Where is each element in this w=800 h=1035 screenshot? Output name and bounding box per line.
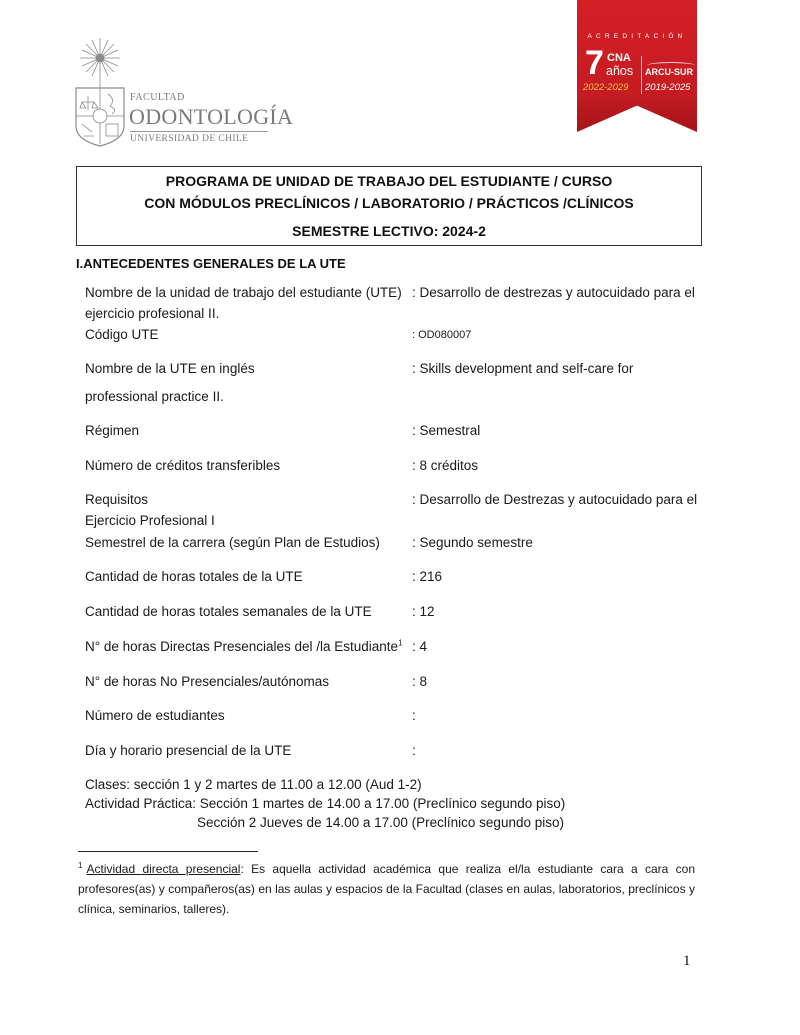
field-value: : 8 [412, 674, 428, 689]
section-heading: I.ANTECEDENTES GENERALES DE LA UTE [76, 256, 346, 271]
field-value: : [412, 708, 416, 723]
field-label-text: N° de horas Directas Presenciales del /la Estudiante [85, 639, 399, 654]
ribbon-arcusur-period: 2019-2025 [645, 82, 691, 93]
field-value: : [412, 743, 416, 758]
ribbon-years-word: años [606, 64, 634, 78]
field-label: Requisitos [85, 492, 149, 507]
field-value: : 216 [412, 569, 443, 584]
field-label: Número de créditos transferibles [85, 458, 281, 473]
logo-divider [130, 131, 268, 132]
footnote-term: Actividad directa presencial [86, 862, 241, 876]
logo-faculty-name: ODONTOLOGÍA [129, 104, 294, 129]
field-label-continued: ejercicio profesional II. [85, 306, 220, 321]
footnote [78, 859, 695, 919]
title-line-2: CON MÓDULOS PRECLÍNICOS / LABORATORIO / PRÁCTICOS /CLÍNICOS [144, 195, 634, 211]
footnote-mark: 1 [78, 861, 83, 870]
ribbon-years-number: 7 [585, 44, 604, 82]
field-label: N° de horas No Presenciales/autónomas [85, 674, 330, 689]
field-value: : Desarrollo de Destrezas y autocuidado para el [412, 492, 698, 507]
field-label: Número de estudiantes [85, 708, 225, 723]
schedule-practical-section-1: Actividad Práctica: Sección 1 martes de 14.00 a 17.00 (Preclínico segundo piso) [85, 796, 566, 811]
ribbon-agency-cna: CNA [607, 52, 631, 64]
ribbon-cna-period: 2022-2029 [583, 82, 629, 93]
field-label: Nombre de la unidad de trabajo del estudiante (UTE) [85, 285, 402, 300]
field-value: : 12 [412, 604, 435, 619]
field-label: Nombre de la UTE en inglés [85, 361, 255, 376]
field-label-continued: Ejercicio Profesional I [85, 513, 215, 528]
field-value: : 4 [412, 639, 428, 654]
field-label-continued: professional practice II. [85, 389, 224, 404]
footnote-separator [78, 851, 258, 852]
title-line-1: PROGRAMA DE UNIDAD DE TRABAJO DEL ESTUDIANTE / CURSO [165, 173, 613, 189]
footnote-reference[interactable]: 1 [398, 638, 403, 648]
program-title-box [76, 166, 702, 246]
schedule-practical-section-2: Sección 2 Jueves de 14.00 a 17.00 (Preclínico segundo piso) [197, 815, 564, 830]
semester-label: SEMESTRE LECTIVO: 2024-2 [292, 223, 486, 239]
schedule-classes: Clases: sección 1 y 2 martes de 11.00 a 12.00 (Aud 1-2) [85, 777, 422, 792]
logo-university: UNIVERSIDAD DE CHILE [130, 134, 249, 144]
field-label: Régimen [85, 423, 140, 438]
accreditation-ribbon [577, 0, 699, 140]
field-label: Código UTE [85, 327, 159, 342]
field-value: : Skills development and self-care for [412, 361, 634, 376]
field-label: Cantidad de horas totales semanales de la UTE [85, 604, 372, 619]
field-value: : Desarrollo de destrezas y autocuidado para el [412, 285, 695, 300]
university-coat-of-arms-icon [72, 36, 128, 148]
footnote-text: : Es aquella actividad académica que realiza el/la estudiante cara a cara con profesores(as) y compañeros(as) en las aulas y espacios de la Facultad (clases en aulas, laboratorios, preclínicos y clínica, seminarios, talleres). [78, 862, 695, 916]
page-number: 1 [683, 953, 691, 969]
field-label: Día y horario presencial de la UTE [85, 743, 292, 758]
field-value: : Segundo semestre [412, 535, 533, 550]
field-value: : OD080007 [412, 329, 472, 341]
field-label [85, 639, 403, 654]
field-value: : Semestral [412, 423, 481, 438]
field-label: Cantidad de horas totales de la UTE [85, 569, 303, 584]
faculty-logo [72, 36, 294, 148]
field-value: : 8 créditos [412, 458, 479, 473]
field-label: Semestrel de la carrera (según Plan de Estudios) [85, 535, 380, 550]
ribbon-label: ACREDITACIÓN [587, 33, 687, 40]
logo-facultad: FACULTAD [130, 92, 185, 103]
ribbon-divider [641, 56, 642, 94]
ribbon-agency-arcusur: ARCU-SUR [645, 67, 693, 77]
